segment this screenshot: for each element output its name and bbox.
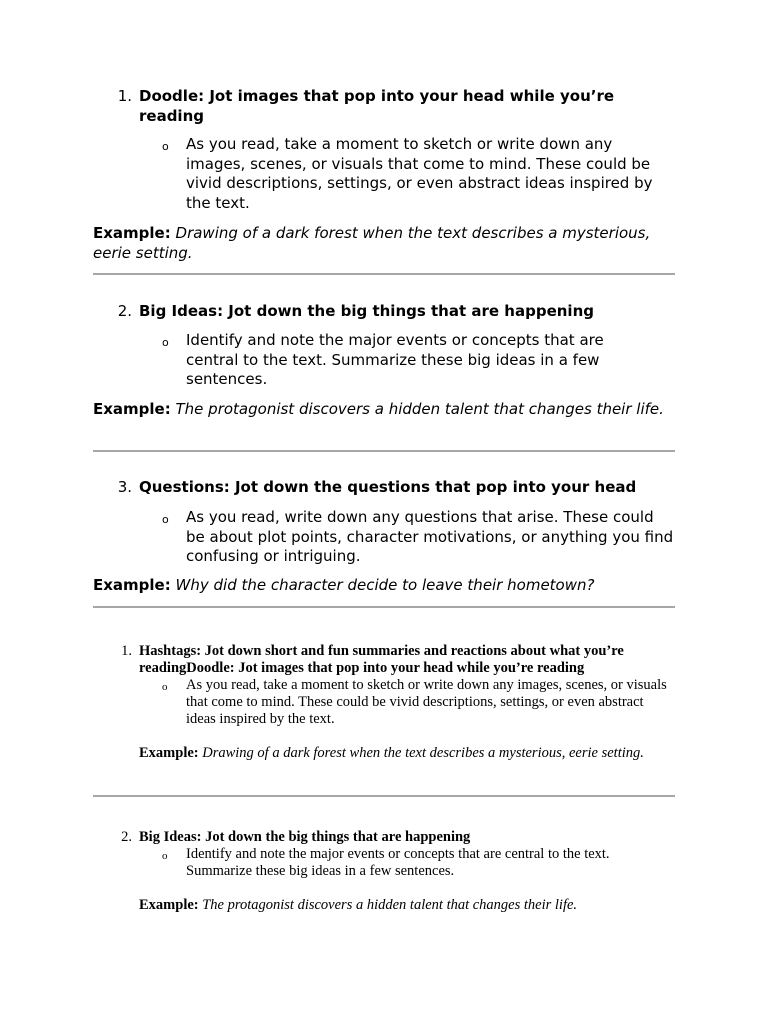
example [139, 897, 649, 914]
list-heading: Hashtags: Jot down short and fun summaries and reactions about what you’re readingDoodle: Jot images that pop into your head while you’re reading [139, 643, 624, 676]
bullet-text: As you read, write down any questions that arise. These could be about plot points, character motivations, or anything you find confusing or intriguing. [186, 508, 674, 565]
bullet-text: As you read, take a moment to sketch or write down any images, scenes, or visuals that come to mind. These could be vivid descriptions, settings, or even abstract ideas inspired by the text. [186, 135, 653, 212]
list-number: 3. [117, 478, 132, 496]
example-label: Example: [139, 745, 199, 761]
horizontal-rule [93, 273, 675, 275]
list-heading: Big Ideas: Jot down the big things that are happening [139, 302, 594, 320]
example-label: Example: [93, 224, 171, 242]
example-text: Drawing of a dark forest when the text describes a mysterious, eerie setting. [93, 224, 651, 262]
bullet-marker: o [162, 140, 169, 153]
example [93, 400, 678, 420]
bullet-marker: o [162, 513, 169, 526]
example [93, 576, 678, 596]
example-text: The protagonist discovers a hidden talent that changes their life. [202, 897, 578, 913]
bullet-text: As you read, take a moment to sketch or write down any images, scenes, or visuals that come to mind. These could be vivid descriptions, settings, or even abstract ideas inspired by the text. [186, 677, 667, 727]
list-number: 1. [121, 643, 132, 659]
example-text: The protagonist discovers a hidden talent that changes their life. [175, 400, 664, 418]
example [93, 224, 678, 263]
bullet-marker: o [162, 850, 168, 862]
example-label: Example: [93, 400, 171, 418]
example [139, 745, 649, 762]
example-label: Example: [139, 897, 199, 913]
horizontal-rule [93, 606, 675, 608]
list-heading: Questions: Jot down the questions that pop into your head [139, 478, 637, 496]
list-number: 2. [121, 829, 132, 845]
example-text: Drawing of a dark forest when the text describes a mysterious, eerie setting. [202, 745, 644, 761]
example-text: Why did the character decide to leave their hometown? [175, 576, 595, 594]
bullet-text: Identify and note the major events or concepts that are central to the text. Summarize these big ideas in a few sentences. [186, 846, 610, 879]
bullet-marker: o [162, 336, 169, 349]
horizontal-rule [93, 795, 675, 797]
list-number: 1. [117, 87, 132, 105]
list-heading: Doodle: Jot images that pop into your head while you’re reading [139, 87, 615, 125]
bullet-text: Identify and note the major events or concepts that are central to the text. Summarize these big ideas in a few sentences. [186, 331, 604, 388]
bullet-marker: o [162, 681, 168, 693]
list-number: 2. [117, 302, 132, 320]
example-label: Example: [93, 576, 171, 594]
horizontal-rule [93, 450, 675, 452]
list-heading: Big Ideas: Jot down the big things that are happening [139, 829, 471, 845]
